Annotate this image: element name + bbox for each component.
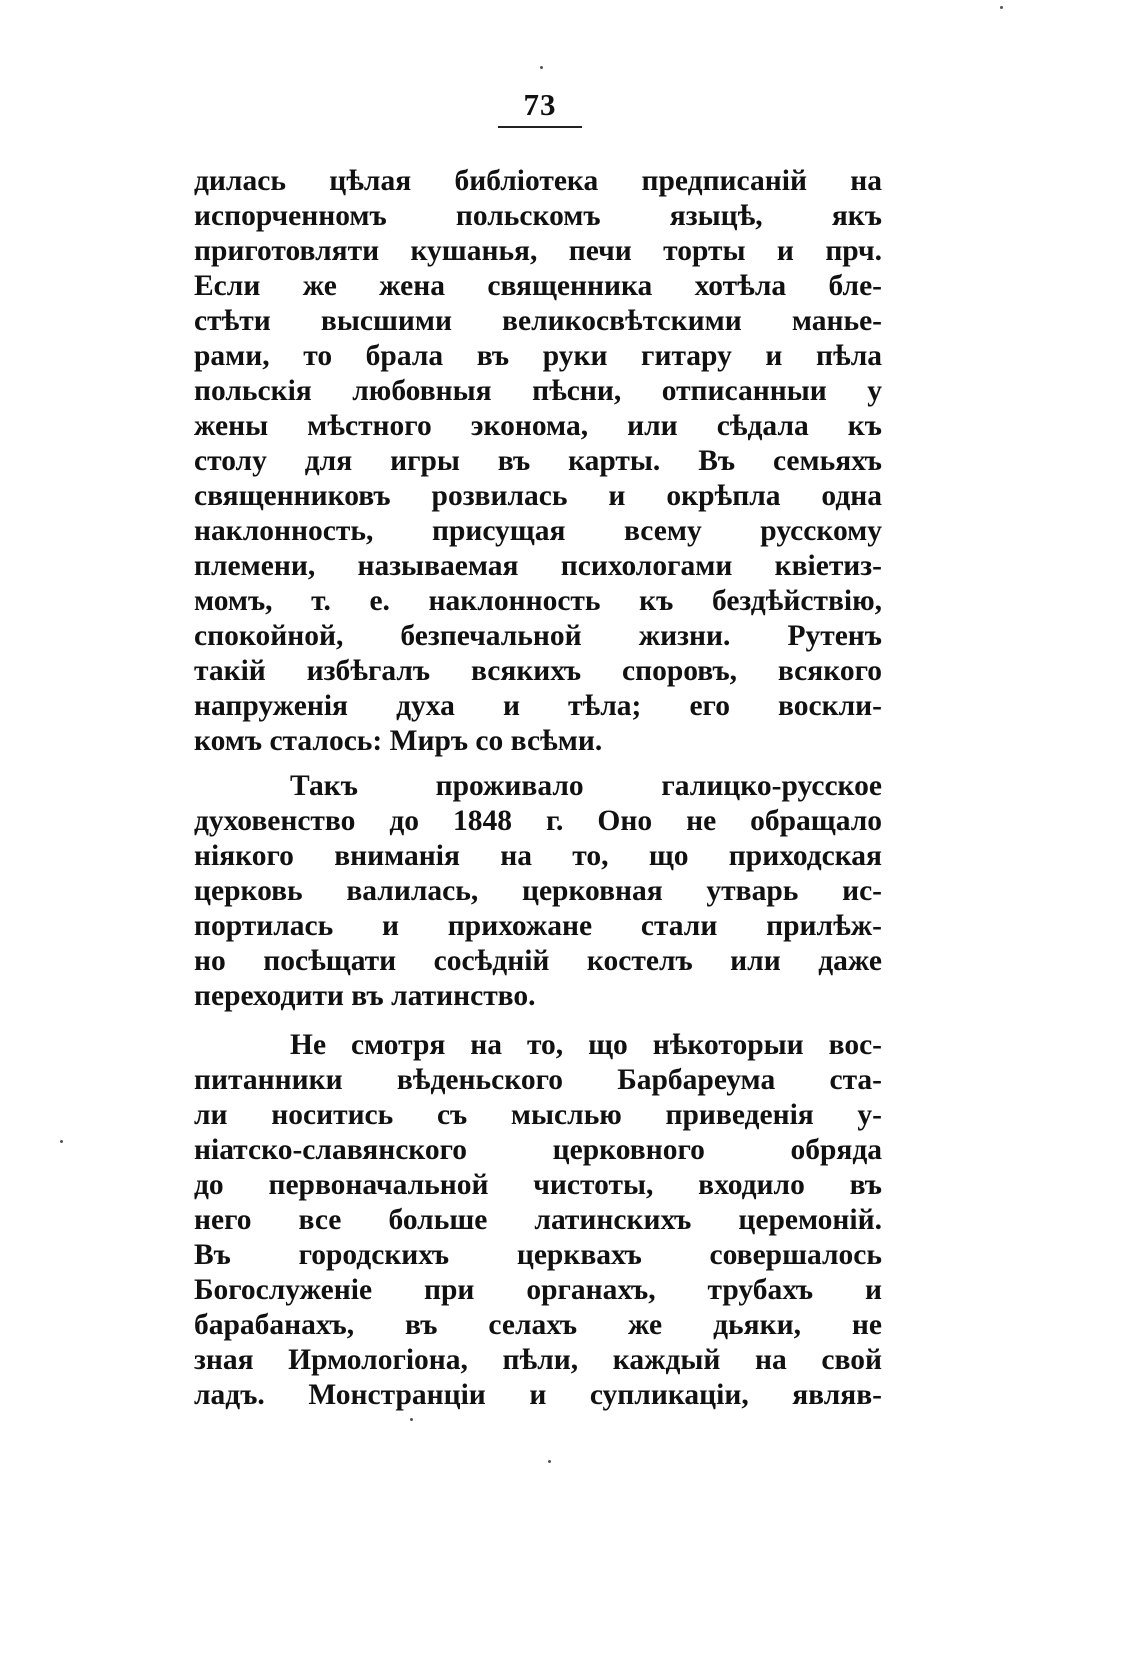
text-line: такій избѣгалъ всякихъ споровъ, всякого [194,655,882,687]
text-line: испорченномъ польскомъ языцѣ, якъ [194,200,882,232]
text-line: него все больше латинскихъ церемоній. [194,1204,882,1236]
text-line: дилась цѣлая библіотека предписаній на [194,165,882,197]
scan-speck [1000,6,1003,9]
paragraph-1 [194,164,882,759]
text-line: рами, то брала въ руки гитару и пѣла [194,340,882,372]
text-line: до первоначальной чистоты, входило въ [194,1169,882,1201]
body-text [194,164,882,1413]
page-number-rule [498,126,582,128]
paragraph-gap [194,1014,882,1028]
text-line: наклонность, присущая всему русскому [194,515,882,547]
text-line: напруженія духа и тѣла; его воскли- [194,690,882,722]
scan-speck [540,66,543,69]
text-line: комъ сталось: Миръ со всѣми. [194,725,603,757]
text-line: ли носитись съ мыслью приведенія у- [194,1099,882,1131]
text-line: но посѣщати сосѣдній костелъ или даже [194,945,882,977]
text-line: питанники вѣденьского Барбареума ста- [194,1064,882,1096]
scan-speck [60,1140,63,1143]
scan-speck [548,1460,551,1463]
page-number-header [498,88,582,128]
paragraph-gap [194,759,882,769]
text-line: момъ, т. е. наклонность къ бездѣйствію, [194,585,882,617]
text-line: Если же жена священника хотѣла бле- [194,270,882,302]
text-line: столу для игры въ карты. Въ семьяхъ [194,445,882,477]
text-line: портилась и прихожане стали прилѣж- [194,910,882,942]
text-line: Въ городскихъ церквахъ совершалось [194,1239,882,1271]
text-line: барабанахъ, въ селахъ же дьяки, не [194,1309,882,1341]
text-line: стѣти высшими великосвѣтскими маньe- [194,305,882,337]
text-line: племени, называемая психологами квіетиз- [194,550,882,582]
text-line: ніатско-славянского церковного обряда [194,1134,882,1166]
page-number: 73 [523,87,557,122]
text-line: жены мѣстного эконома, или сѣдала къ [194,410,882,442]
text-line: духовенство до 1848 г. Оно не обращало [194,805,882,837]
text-line: Не смотря на то, що нѣкоторыи вос- [290,1029,882,1061]
text-line: священниковъ розвилась и окрѣпла одна [194,480,882,512]
text-line: ніякого вниманія на то, що приходская [194,840,882,872]
text-line: переходити въ латинство. [194,980,536,1012]
text-line: спокойной, безпечальной жизни. Рутенъ [194,620,882,652]
text-line: приготовляти кушанья, печи торты и прч. [194,235,882,267]
text-line: Богослуженіе при органахъ, трубахъ и [194,1274,882,1306]
text-line: польскія любовныя пѣсни, отписанныи у [194,375,882,407]
paragraph-2 [194,769,882,1014]
text-line: зная Ирмологіона, пѣли, каждый на свой [194,1344,882,1376]
paragraph-3 [194,1028,882,1413]
text-line: церковь валилась, церковная утварь ис- [194,875,882,907]
text-line: Такъ проживало галицко-русское [290,770,882,802]
text-line: ладъ. Монстранціи и супликаціи, являв- [194,1379,882,1411]
scan-speck [410,1418,413,1421]
